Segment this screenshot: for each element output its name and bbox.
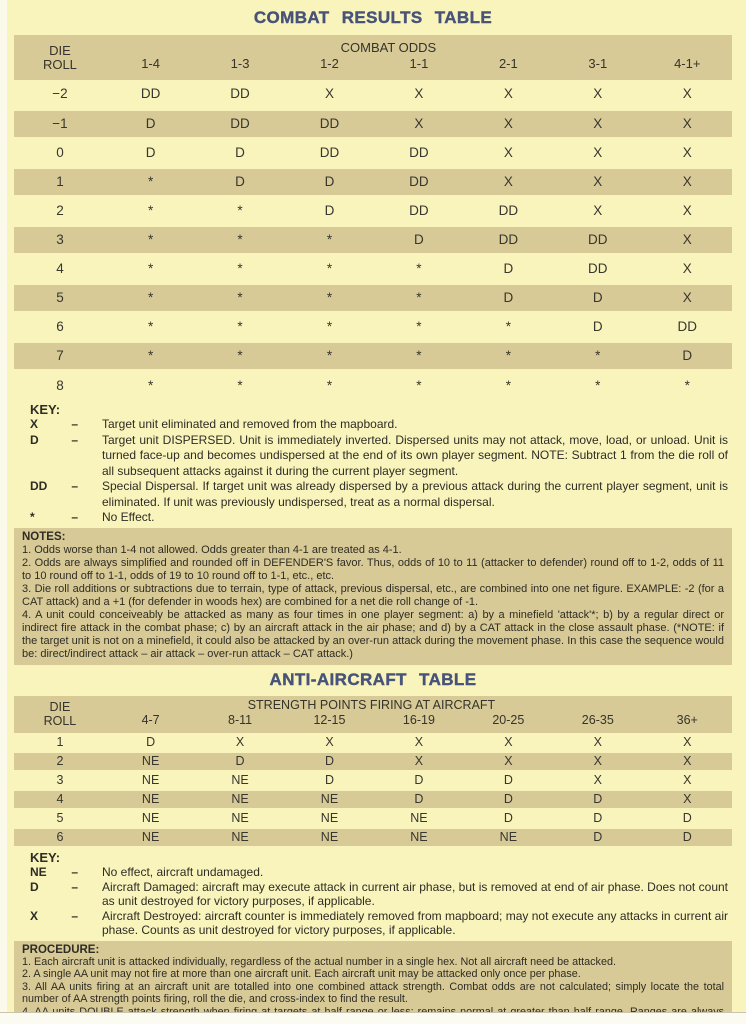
key-entry (30, 433, 728, 480)
key-symbol (30, 865, 92, 880)
list-item: 3. All AA units firing at an aircraft unit are totalled into one combined attack strength. Combat odds are not calculated; simply locate the total number of AA strength points firing, roll the die, and cross-index to find the result. (22, 980, 724, 1006)
table-row (14, 254, 732, 283)
result-cell: NE (464, 828, 553, 847)
combat-results-table (14, 35, 732, 399)
die-roll-value: 2 (14, 752, 106, 771)
procedure-heading: PROCEDURE: (22, 943, 100, 956)
key-symbol-letter: D (30, 432, 39, 447)
list-item: 2. Odds are always simplified and rounded off in DEFENDER'S favor. Thus, odds of 10 to 11 (attacker to defender) round off to 1-2, odds of 11 to 10 round off to 1-1, odds of 19 to 10 round off to 1-1, etc., etc. (22, 556, 724, 582)
result-cell: D (553, 283, 642, 312)
key-symbol (30, 510, 92, 526)
result-cell: NE (195, 790, 284, 809)
result-cell: * (106, 283, 195, 312)
list-item: 4. A unit could conceiveably be attacked as many as four times in one player segment: a) by a minefield 'attack'*; b) by a regular direct or indirect fire attack in the combat phase; c) by an aircraft attack in the air phase; and d) by a CAT attack in the close assault phase. (*NOTE: if the target unit is not on a minefield, it could also be attacked by an over-run attack during the movement phase. In this case the sequence would be: direct/indirect attack – air attack – over-run attack – CAT attack.) (22, 608, 724, 660)
result-cell: X (682, 260, 692, 276)
die-roll-value: 5 (14, 283, 106, 312)
result-cell: NE (106, 828, 195, 847)
result-cell: D (464, 790, 553, 809)
result-cell: NE (231, 810, 249, 825)
table-row (14, 771, 732, 790)
result-cell: * (147, 377, 154, 393)
result-cell: DD (677, 318, 697, 334)
header-row-1 (14, 696, 732, 712)
die-roll-header-line2: ROLL (43, 714, 77, 728)
anti-aircraft-table (14, 696, 732, 848)
result-cell: NE (320, 810, 339, 825)
scan-edge-left (0, 0, 7, 1024)
notes-heading: NOTES: (22, 530, 66, 543)
die-roll-value: 7 (14, 341, 106, 370)
result-cell: X (593, 772, 602, 787)
result-cell: DD (409, 202, 429, 218)
table-row (14, 80, 732, 109)
die-roll-header-line1: DIE (49, 42, 71, 58)
combat-odds-header: COMBAT ODDS (106, 35, 732, 55)
key-symbol (30, 417, 92, 433)
list-item: 1. Each aircraft unit is attacked individually, regardless of the actual number in a single hex. Not all aircraft need be attacked. (22, 955, 616, 968)
result-cell: X (683, 772, 692, 787)
key-heading: KEY: (30, 402, 61, 417)
column-header: 3-1 (553, 55, 642, 80)
result-cell: * (416, 377, 422, 393)
result-cell: D (643, 341, 732, 370)
die-roll-value: 3 (14, 225, 106, 254)
result-cell: * (553, 341, 642, 370)
key-symbol-dash: – (71, 479, 78, 493)
aa-table-body (14, 733, 732, 847)
key-text: Target unit eliminated and removed from the mapboard. (102, 417, 398, 431)
result-cell: D (146, 734, 156, 749)
result-cell: DD (195, 109, 284, 138)
result-cell: D (553, 828, 642, 847)
die-roll-value: 5 (56, 810, 64, 825)
column-header: 1-1 (374, 55, 463, 80)
combat-table-title: COMBAT RESULTS TABLE (253, 8, 493, 27)
result-cell: * (285, 341, 374, 370)
die-roll-value: 4 (56, 260, 64, 276)
list-item: 3. Die roll additions or subtractions due to terrain, type of attack, previous dispersal, etc., are combined into one net figure. EXAMPLE: -2 (for a CAT attack) and a +1 (for defender in woods hex) are combined for a net die roll change of -1. (22, 582, 724, 608)
notes-block (14, 528, 732, 665)
result-cell: X (414, 734, 424, 749)
key-symbol-letter: NE (30, 865, 47, 879)
key-heading: KEY: (30, 850, 61, 865)
result-cell: NE (141, 810, 160, 825)
result-cell: DD (374, 167, 463, 196)
key-symbol (30, 880, 92, 909)
die-roll-value: 8 (56, 377, 64, 393)
combat-key-entries (30, 417, 728, 526)
key-symbol-letter: X (30, 417, 39, 431)
column-header: 36+ (643, 712, 732, 733)
result-cell: D (503, 810, 513, 825)
result-cell: D (324, 772, 334, 787)
result-cell: X (682, 202, 692, 218)
result-cell: * (237, 377, 243, 393)
result-cell: NE (106, 752, 195, 771)
strength-columns-row (14, 712, 732, 733)
die-roll-header-line1: DIE (49, 700, 71, 714)
combat-table-body (14, 80, 732, 399)
key-symbol (30, 479, 92, 510)
key-entry (30, 880, 728, 909)
result-cell: D (414, 772, 424, 787)
result-cell: X (464, 109, 553, 138)
column-header: 26-35 (553, 712, 642, 733)
key-entry (30, 417, 728, 433)
result-cell: * (464, 341, 553, 370)
table-row (14, 283, 732, 312)
result-cell: * (237, 318, 243, 334)
result-cell: * (416, 318, 422, 334)
result-cell: X (643, 790, 732, 809)
result-cell: * (505, 318, 511, 334)
odds-columns-row (14, 55, 732, 80)
result-cell: D (553, 790, 642, 809)
table-row (14, 809, 732, 828)
result-cell: X (503, 86, 513, 102)
result-cell: * (505, 377, 511, 393)
column-header: 20-25 (464, 712, 553, 733)
result-cell: D (145, 144, 156, 160)
result-cell: * (416, 260, 422, 276)
result-cell: NE (106, 790, 195, 809)
die-roll-value: 0 (56, 144, 64, 160)
result-cell: D (285, 167, 374, 196)
result-cell: NE (285, 790, 374, 809)
key-symbol-dash: – (71, 879, 78, 894)
die-roll-value: −1 (14, 109, 106, 138)
result-cell: * (195, 225, 284, 254)
result-cell: X (643, 752, 732, 771)
result-cell: DD (140, 86, 161, 102)
result-cell: X (643, 109, 732, 138)
key-symbol-letter: * (30, 510, 35, 524)
result-cell: X (374, 109, 463, 138)
result-cell: X (503, 144, 513, 160)
notes-list (22, 544, 724, 661)
result-cell: X (643, 167, 732, 196)
column-header: 1-3 (195, 55, 284, 80)
result-cell: * (595, 377, 601, 393)
result-cell: * (374, 283, 463, 312)
result-cell: D (374, 225, 463, 254)
result-cell: DD (230, 86, 250, 102)
result-cell: X (682, 86, 692, 102)
result-cell: NE (374, 828, 463, 847)
result-cell: * (326, 260, 333, 276)
table-row (14, 733, 732, 752)
key-symbol-dash: – (71, 417, 78, 431)
key-symbol-dash: – (71, 865, 78, 879)
table-row (14, 109, 732, 138)
result-cell: * (374, 341, 463, 370)
table-row (14, 312, 732, 341)
key-symbol-dash: – (71, 908, 78, 923)
result-cell: NE (285, 828, 374, 847)
key-entry (30, 510, 728, 526)
result-cell: X (682, 144, 692, 160)
key-symbol-dash: – (71, 510, 78, 524)
result-cell: DD (588, 260, 608, 276)
scan-edge-bottom (0, 1012, 746, 1024)
result-cell: D (324, 202, 335, 218)
die-roll-value: 1 (14, 167, 106, 196)
result-cell: D (593, 810, 603, 825)
key-symbol (30, 433, 92, 480)
result-cell: * (106, 341, 195, 370)
result-cell: X (235, 734, 245, 749)
result-cell: X (464, 752, 553, 771)
combat-table-header (14, 35, 732, 80)
header-row-1 (14, 35, 732, 55)
result-cell: * (326, 318, 333, 334)
table-row (14, 341, 732, 370)
aa-table-header (14, 696, 732, 733)
table-row (14, 138, 732, 167)
result-cell: DD (553, 225, 642, 254)
key-symbol-letter: D (30, 879, 39, 894)
result-cell: DD (319, 144, 340, 160)
result-cell: X (643, 225, 732, 254)
result-cell: D (643, 828, 732, 847)
die-roll-header (14, 696, 106, 733)
result-cell: * (195, 283, 284, 312)
result-cell: X (593, 734, 602, 749)
result-cell: D (195, 752, 284, 771)
column-header: 12-15 (285, 712, 374, 733)
result-cell: X (414, 86, 424, 102)
result-cell: X (553, 752, 642, 771)
result-cell: D (464, 283, 553, 312)
key-text: Target unit DISPERSED. Unit is immediately inverted. Dispersed units may not attack, move, load, or unload. Unit is turned face-up and becomes undispersed at the end of its own player segment. NOTE: Subtract 1 from the die roll of all subsequent attacks against it during the current player segment. (102, 432, 728, 478)
result-cell: NE (195, 828, 284, 847)
combat-key-section (14, 402, 732, 526)
table-row (14, 828, 732, 847)
table-row (14, 225, 732, 254)
result-cell: DD (285, 109, 374, 138)
result-cell: * (147, 260, 154, 276)
die-roll-value: 6 (56, 318, 64, 334)
result-cell: X (683, 734, 692, 749)
key-symbol-letter: X (30, 908, 39, 923)
result-cell: DD (464, 225, 553, 254)
result-cell: DD (409, 144, 429, 160)
list-item: 2. A single AA unit may not fire at more than one aircraft unit. Each aircraft unit may be attacked only once per phase. (22, 968, 581, 981)
result-cell: D (592, 318, 603, 334)
result-cell: * (326, 377, 333, 393)
key-symbol-letter: DD (30, 479, 48, 493)
result-cell: X (464, 167, 553, 196)
result-cell: X (593, 202, 603, 218)
result-cell: D (106, 109, 195, 138)
die-roll-value: 2 (56, 202, 64, 218)
result-cell: * (147, 202, 154, 218)
aa-table-title: ANTI-AIRCRAFT TABLE (269, 669, 477, 689)
result-cell: * (147, 318, 154, 334)
result-cell: NE (231, 772, 249, 787)
result-cell: NE (410, 810, 428, 825)
table-row (14, 752, 732, 771)
column-header: 1-4 (106, 55, 195, 80)
result-cell: X (553, 109, 642, 138)
key-text: No effect, aircraft undamaged. (102, 865, 264, 879)
result-cell: X (593, 144, 603, 160)
column-header: 16-19 (374, 712, 463, 733)
strength-points-header: STRENGTH POINTS FIRING AT AIRCRAFT (106, 696, 732, 712)
table-row (14, 196, 732, 225)
column-header: 4-1+ (643, 55, 732, 80)
key-text: Aircraft Damaged: aircraft may execute attack in current air phase, but is removed at end of air phase. Does not count as unit destroyed for victory purposes, if applicable. (102, 879, 728, 908)
list-item: 1. Odds worse than 1-4 not allowed. Odds greater than 4-1 are treated as 4-1. (22, 543, 402, 556)
die-roll-value: 4 (14, 790, 106, 809)
die-roll-value: −2 (52, 86, 68, 102)
result-cell: NE (141, 772, 160, 787)
result-cell: * (106, 225, 195, 254)
column-header: 4-7 (106, 712, 195, 733)
die-roll-value: 1 (56, 734, 64, 749)
key-symbol (30, 909, 92, 938)
die-roll-header (14, 35, 106, 80)
result-cell: D (235, 144, 245, 160)
die-roll-value: 6 (14, 828, 106, 847)
column-header: 1-2 (285, 55, 374, 80)
table-row (14, 790, 732, 809)
result-cell: D (503, 772, 513, 787)
key-entry (30, 865, 728, 880)
result-cell: X (504, 734, 513, 749)
result-cell: DD (498, 202, 519, 218)
aa-key-section (14, 850, 732, 938)
table-row (14, 370, 732, 399)
die-roll-value: 3 (56, 772, 64, 787)
result-cell: * (106, 167, 195, 196)
result-cell: * (195, 341, 284, 370)
column-header: 8-11 (195, 712, 284, 733)
die-roll-header-line2: ROLL (42, 56, 77, 72)
result-cell: * (684, 377, 690, 393)
result-cell: D (682, 810, 692, 825)
result-cell: D (374, 790, 463, 809)
result-cell: * (237, 260, 243, 276)
result-cell: * (285, 283, 374, 312)
result-cell: D (285, 752, 374, 771)
result-cell: * (237, 202, 243, 218)
result-cell: X (593, 86, 603, 102)
result-cell: X (553, 167, 642, 196)
aa-key-entries (30, 865, 728, 938)
result-cell: X (643, 283, 732, 312)
result-cell: * (285, 225, 374, 254)
key-symbol-dash: – (71, 432, 78, 447)
table-row (14, 167, 732, 196)
key-text: Aircraft Destroyed: aircraft counter is immediately removed from mapboard; may not execute any attacks in current air phase. Counts as unit destroyed for victory purposes, if applicable. (102, 908, 728, 937)
column-header: 2-1 (464, 55, 553, 80)
result-cell: D (503, 260, 514, 276)
result-cell: X (374, 752, 463, 771)
key-entry (30, 909, 728, 938)
result-cell: X (324, 86, 334, 102)
key-entry (30, 479, 728, 510)
result-cell: D (195, 167, 284, 196)
key-text: Special Dispersal. If target unit was already dispersed by a previous attack during the current player segment, unit is eliminated. If unit was previously undispersed, treat as a normal dispersal. (102, 479, 728, 509)
result-cell: X (325, 734, 334, 749)
key-text: No Effect. (102, 510, 155, 524)
